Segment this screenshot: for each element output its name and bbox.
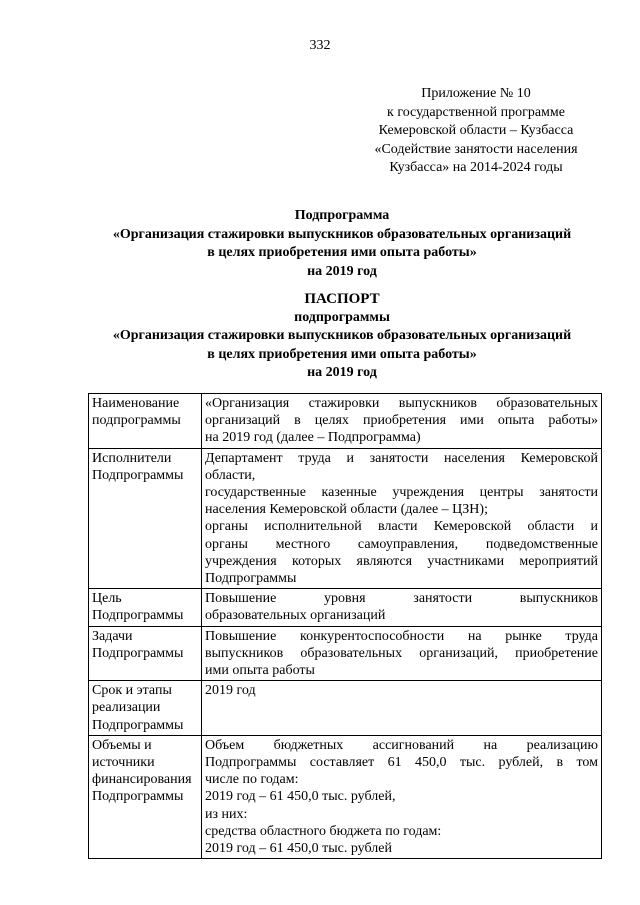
passport-title-line: ПАСПОРТ: [304, 291, 380, 307]
row-label: [89, 681, 202, 736]
row-label-line: Подпрограммы: [92, 717, 184, 733]
row-value-line: органы исполнительной власти Кемеровской области и: [205, 519, 598, 535]
row-label-line: Исполнители: [92, 450, 172, 466]
appendix-line: Кузбасса» на 2014-2024 годы: [389, 160, 563, 176]
row-label-line: Подпрограммы: [92, 645, 184, 661]
passport-title-line: на 2019 год: [307, 365, 377, 381]
row-label-line: Срок и этапы: [92, 683, 172, 699]
appendix-line: Приложение № 10: [421, 86, 531, 101]
row-value-line: Повышение конкурентоспособности на рынке труда: [205, 628, 598, 644]
row-label-line: Цель: [92, 591, 122, 607]
row-label: [89, 448, 202, 589]
row-value-line: 2019 год: [205, 683, 256, 699]
row-label: [89, 394, 202, 449]
passport-title-line: «Организация стажировки выпускников образовательных организаций: [112, 328, 572, 344]
appendix-line: «Содействие занятости населения: [374, 141, 578, 157]
row-value-line: Объем бюджетных ассигнований на реализацию: [205, 737, 598, 753]
table-row: [89, 448, 602, 589]
row-value-line: населения Кемеровской области (далее – ЦЗН);: [205, 502, 488, 518]
subprogram-title-line: на 2019 год: [307, 263, 377, 279]
row-label-line: подпрограммы: [92, 413, 181, 429]
row-value: [202, 589, 602, 626]
row-value-line: выпускников образовательных организаций, приобретение: [205, 645, 598, 661]
row-value-line: числе по годам:: [205, 772, 299, 788]
table-row: [89, 681, 602, 736]
page-number: 332: [309, 38, 331, 53]
row-label-line: Объемы и: [92, 737, 152, 753]
passport-title-line: в целях приобретения ими опыта работы»: [207, 346, 477, 362]
row-label: [89, 735, 202, 858]
row-value-line: Повышение уровня занятости выпускников: [205, 591, 598, 607]
passport-table: [88, 393, 602, 859]
row-value-line: органы местного самоуправления, подведомственные: [205, 536, 598, 552]
row-value-line: из них:: [205, 806, 248, 822]
row-label-line: Подпрограммы: [92, 789, 184, 805]
table-row: [89, 626, 602, 681]
passport-title-line: подпрограммы: [294, 309, 390, 325]
row-value: [202, 448, 602, 589]
row-value: [202, 394, 602, 449]
row-value-line: средства областного бюджета по годам:: [205, 823, 442, 839]
row-value-line: 2019 год – 61 450,0 тыс. рублей: [205, 841, 392, 857]
row-value-line: Подпрограммы: [205, 571, 297, 587]
row-value-line: области,: [205, 467, 256, 483]
row-value: [202, 626, 602, 681]
table-row: [89, 589, 602, 626]
subprogram-title-line: Подпрограмма: [294, 208, 390, 223]
appendix-header: [358, 85, 594, 178]
row-value-line: организаций в целях приобретения ими опыта работы»: [205, 413, 598, 429]
row-label: [89, 589, 202, 626]
row-label-line: финансирования: [92, 772, 192, 788]
subprogram-title-line: «Организация стажировки выпускников образовательных организаций: [112, 226, 572, 242]
passport-title: [60, 290, 624, 383]
row-label-line: источники: [92, 755, 155, 771]
row-value-line: учреждения которых являются участниками мероприятий: [205, 553, 598, 569]
row-value-line: государственные казенные учреждения центры занятости: [205, 485, 598, 501]
row-value-line: 2019 год – 61 450,0 тыс. рублей,: [205, 789, 396, 805]
row-value-line: Подпрограммы составляет 61 450,0 тыс. рублей, в том: [205, 755, 598, 771]
row-label: [89, 626, 202, 681]
row-value-line: «Организация стажировки выпускников образовательных: [205, 396, 598, 411]
table-row: [89, 394, 602, 449]
row-label-line: Задачи: [92, 628, 133, 644]
table-row: [89, 735, 602, 858]
row-value-line: на 2019 год (далее – Подпрограмма): [205, 430, 421, 446]
row-value-line: ими опыта работы: [205, 663, 315, 679]
row-label-line: Подпрограммы: [92, 467, 184, 483]
row-value-line: Департамент труда и занятости населения Кемеровской: [205, 450, 598, 466]
row-value: [202, 735, 602, 858]
row-label-line: Подпрограммы: [92, 608, 184, 624]
row-value: [202, 681, 602, 736]
subprogram-title-line: в целях приобретения ими опыта работы»: [207, 245, 477, 261]
row-value-line: образовательных организаций: [205, 608, 386, 624]
row-label-line: реализации: [92, 700, 161, 716]
subprogram-title: [60, 207, 624, 281]
appendix-line: к государственной программе: [387, 104, 565, 120]
row-label-line: Наименование: [92, 396, 180, 411]
appendix-line: Кемеровской области – Кузбасса: [378, 123, 574, 139]
